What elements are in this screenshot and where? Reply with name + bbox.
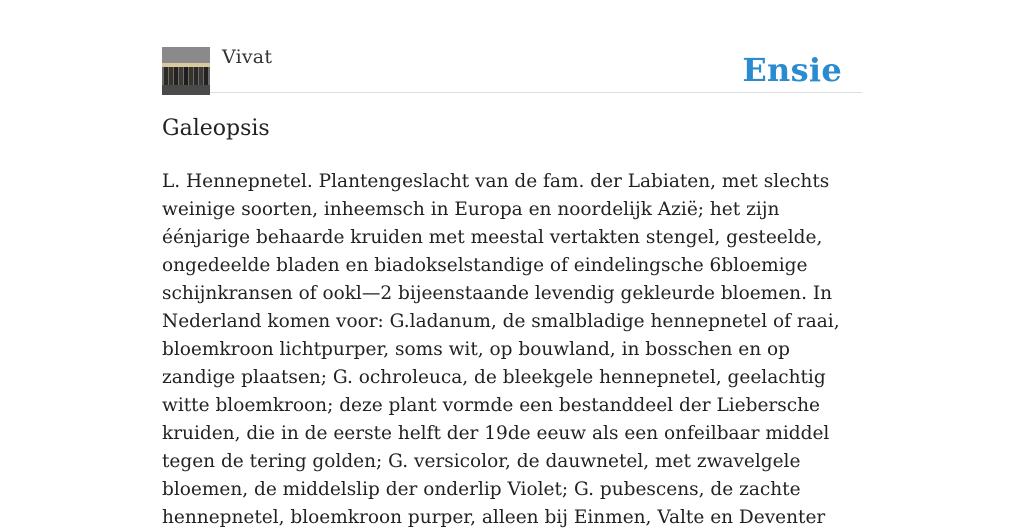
header bbox=[162, 0, 862, 93]
brand-logo[interactable]: Ensie bbox=[742, 51, 842, 89]
page-title: Galeopsis bbox=[162, 116, 270, 141]
source-name[interactable]: Vivat bbox=[222, 46, 273, 68]
article-body: L. Hennepnetel. Plantengeslacht van de fam. der Labiaten, met slechts weinige soorten, inheemsch in Europa en noordelijk Azië; het zijn éénjarige behaarde kruiden met meestal vertakten stengel, gesteelde, ongedeelde bladen en biadokselstandige of eindelingsche 6bloemige schijnkransen of ookl—2 bijeenstaande levendig gekleurde bloemen. In Nederland komen voor: G.ladanum, de smalbladige hennepnetel of raai, bloemkroon lichtpurper, soms wit, op bouwland, in bosschen en op zandige plaatsen; G. ochroleuca, de bleekgele hennepnetel, geelachtig witte bloemkroon; deze plant vormde een bestanddeel der Liebersche kruiden, die in de eerste helft der 19de eeuw als een onfeilbaar middel tegen de tering golden; G. versicolor, de dauwnetel, met zwavelgele bloemen, de middelslip der onderlip Violet; G. pubescens, de zachte hennepnetel, bloemkroon purper, alleen bij Einmen, Valte en Deventer bbox=[162, 171, 840, 528]
avatar[interactable] bbox=[162, 47, 210, 95]
book-spines-icon bbox=[162, 47, 210, 95]
article-page bbox=[162, 0, 862, 528]
